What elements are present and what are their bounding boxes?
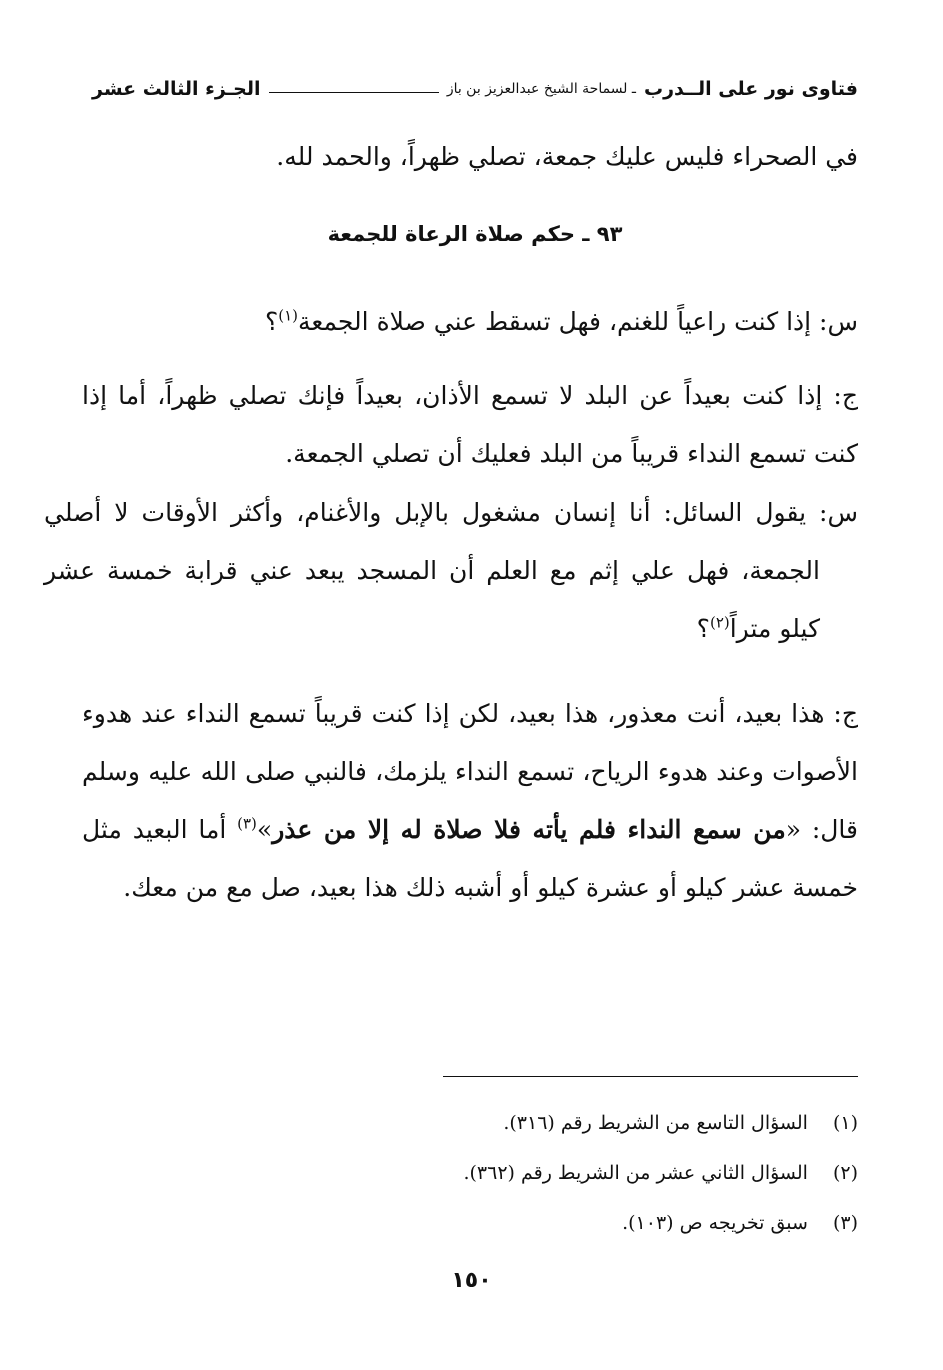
footnote-number: (٢) xyxy=(832,1162,858,1184)
answer-1 xyxy=(82,367,858,483)
answer-2 xyxy=(82,685,858,917)
section-title: ٩٣ ـ حكم صلاة الرعاة للجمعة xyxy=(327,222,623,246)
answer-2-text-start: ج: هذا بعيد، أنت معذور، هذا بعيد، لكن إذا كنت قريباً تسمع النداء عند هدوء الأصوات وعند هدوء الرياح، تسمع النداء يلزمك، فالنبي صلى الله عليه وسلم قال: « xyxy=(82,699,858,844)
hadith-close-quote: » xyxy=(256,815,273,844)
footnote-text: سبق تخريجه ص (١٠٣). xyxy=(622,1212,808,1234)
question-2-text: س: يقول السائل: أنا إنسان مشغول بالإبل والأغنام، وأكثر الأوقات لا أصلي الجمعة، فهل علي إثم مع العلم أن المسجد يبعد عني قرابة خمسة عشر كيلو متراً xyxy=(44,498,858,643)
footnote-separator xyxy=(443,1076,858,1077)
question-2 xyxy=(44,484,858,658)
answer-2-text-end: أما البعيد مثل خمسة عشر كيلو أو عشرة كيلو أو أشبه ذلك هذا بعيد، صل مع من معك. xyxy=(82,815,858,902)
volume-label: الجـزء الثالث عشر xyxy=(92,78,261,100)
question-1-text: س: إذا كنت راعياً للغنم، فهل تسقط عني صلاة الجمعة xyxy=(298,307,858,336)
footnote-text: السؤال التاسع من الشريط رقم (٣١٦). xyxy=(503,1112,808,1134)
footnote-ref-2: (٢) xyxy=(709,613,730,632)
footnote-text: السؤال الثاني عشر من الشريط رقم (٣٦٢). xyxy=(463,1162,808,1184)
question-1 xyxy=(82,293,858,351)
header-rule xyxy=(269,92,439,93)
footnote-3 xyxy=(82,1198,858,1248)
hadith-quote: من سمع النداء فلم يأته فلا صلاة له إلا من عذر xyxy=(272,815,786,844)
footnote-2 xyxy=(82,1148,858,1198)
answer-1-text: ج: إذا كنت بعيداً عن البلد لا تسمع الأذان، بعيداً فإنك تصلي ظهراً، أما إذا كنت تسمع النداء قريباً من البلد فعليك أن تصلي الجمعة. xyxy=(82,381,858,468)
book-title: فتاوى نور على الــدرب xyxy=(644,78,858,100)
intro-paragraph xyxy=(82,128,858,186)
footnote-number: (١) xyxy=(832,1112,858,1134)
footnote-ref-3: (٣) xyxy=(237,814,257,833)
question-1-end: ؟ xyxy=(264,307,279,336)
footnote-number: (٣) xyxy=(832,1212,858,1234)
footnote-1 xyxy=(82,1098,858,1148)
intro-text: في الصحراء فليس عليك جمعة، تصلي ظهراً، والحمد لله. xyxy=(276,142,858,171)
question-2-end: ؟ xyxy=(696,614,710,643)
page-number: ١٥٠ xyxy=(451,1268,492,1293)
author-name: ـ لسماحة الشيخ عبدالعزيز بن باز xyxy=(446,81,637,97)
footnote-ref-1: (١) xyxy=(278,306,298,325)
footnotes xyxy=(82,1098,858,1248)
running-header xyxy=(92,72,858,106)
